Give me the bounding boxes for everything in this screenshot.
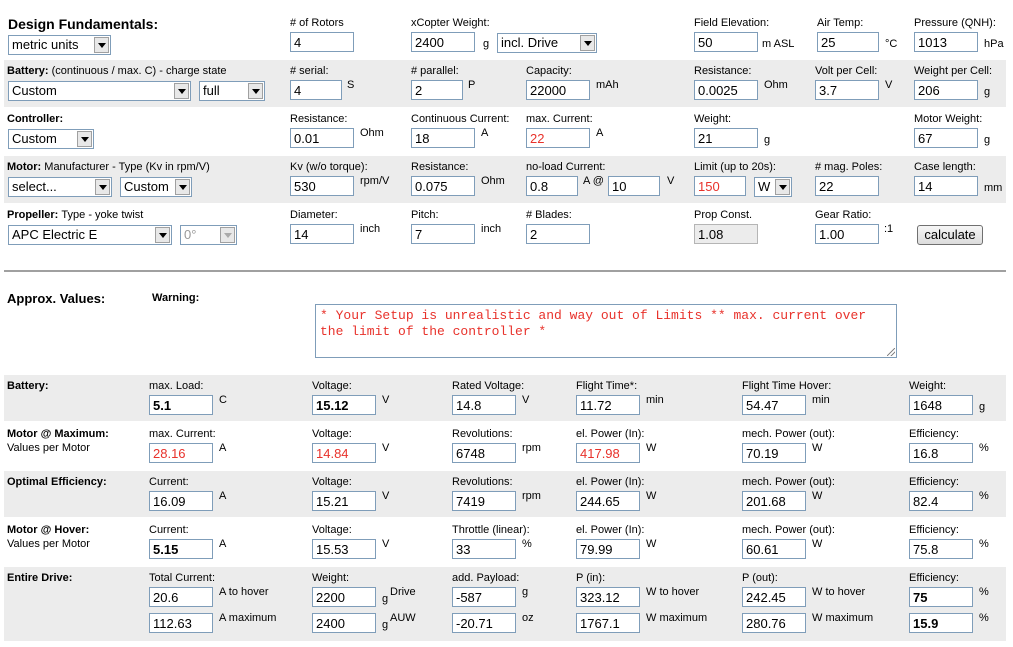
hover-mech-power-value: 60.61 bbox=[742, 539, 806, 559]
controller-resistance-label: Resistance: bbox=[290, 113, 348, 125]
flight-time-hover-label: Flight Time Hover: bbox=[742, 380, 832, 392]
parallel-input[interactable]: 2 bbox=[411, 80, 463, 100]
rated-voltage-label: Rated Voltage: bbox=[452, 380, 525, 392]
temp-input[interactable]: 25 bbox=[817, 32, 879, 52]
pressure-input[interactable]: 1013 bbox=[914, 32, 978, 52]
volt-per-cell-unit: V bbox=[885, 79, 893, 91]
max-efficiency-value: 16.8 bbox=[909, 443, 973, 463]
auw-weight-sup: AUW bbox=[390, 612, 416, 624]
opt-revolutions-unit: rpm bbox=[522, 490, 541, 502]
case-length-input[interactable]: 14 bbox=[914, 176, 978, 196]
payload-g-value: -587 bbox=[452, 587, 516, 607]
hover-efficiency-label: Efficiency: bbox=[909, 524, 959, 536]
temp-label: Air Temp: bbox=[817, 17, 864, 29]
drive-weight-label: Weight: bbox=[312, 572, 350, 584]
optimal-title: Optimal Efficiency: bbox=[7, 476, 107, 488]
flight-time-hover-value: 54.47 bbox=[742, 395, 806, 415]
rotors-label: # of Rotors bbox=[290, 17, 344, 29]
noload-current-input[interactable]: 0.8 bbox=[526, 176, 578, 196]
throttle-label: Throttle (linear): bbox=[452, 524, 530, 536]
controller-title: Controller: bbox=[7, 113, 64, 125]
total-current-hover-value: 20.6 bbox=[149, 587, 213, 607]
chevron-down-icon bbox=[248, 83, 263, 99]
charge-state-select[interactable]: full bbox=[199, 81, 265, 101]
battery-weight-label: Weight: bbox=[909, 380, 947, 392]
warning-textarea[interactable]: * Your Setup is unrealistic and way out of Limits ** max. current over the limit of the controller * bbox=[315, 304, 897, 358]
p-out-hover-value: 242.45 bbox=[742, 587, 806, 607]
flight-time-value: 11.72 bbox=[576, 395, 640, 415]
motor-weight-label: Motor Weight: bbox=[914, 113, 983, 125]
payload-label: add. Payload: bbox=[452, 572, 520, 584]
resize-grip-icon[interactable] bbox=[887, 348, 895, 356]
hover-current-label: Current: bbox=[149, 524, 189, 536]
gear-ratio-label: Gear Ratio: bbox=[815, 209, 872, 221]
pitch-input[interactable]: 7 bbox=[411, 224, 475, 244]
kv-label: Kv (w/o torque): bbox=[290, 161, 368, 173]
drive-weight-unit: g bbox=[382, 593, 389, 605]
diameter-input[interactable]: 14 bbox=[290, 224, 354, 244]
max-voltage-unit: V bbox=[382, 442, 390, 454]
drive-efficiency-label: Efficiency: bbox=[909, 572, 959, 584]
max-load-label: max. Load: bbox=[149, 380, 204, 392]
twist-select[interactable]: 0° bbox=[180, 225, 237, 245]
max-efficiency-unit: % bbox=[979, 442, 989, 454]
p-out-hover-unit: W to hover bbox=[812, 586, 866, 598]
weight-per-cell-label: Weight per Cell: bbox=[914, 65, 993, 77]
motor-hover-title: Motor @ Hover: bbox=[7, 524, 90, 536]
chevron-down-icon bbox=[94, 37, 109, 53]
hover-current-value: 5.15 bbox=[149, 539, 213, 559]
opt-revolutions-value: 7419 bbox=[452, 491, 516, 511]
battery-title: Battery: (continuous / max. C) - charge state bbox=[7, 65, 227, 77]
approx-title: Approx. Values: bbox=[7, 291, 106, 306]
throttle-unit: % bbox=[522, 538, 532, 550]
opt-efficiency-unit: % bbox=[979, 490, 989, 502]
hover-efficiency-unit: % bbox=[979, 538, 989, 550]
propeller-type-select[interactable]: APC Electric E bbox=[8, 225, 172, 245]
opt-revolutions-label: Revolutions: bbox=[452, 476, 513, 488]
kv-input[interactable]: 530 bbox=[290, 176, 354, 196]
p-in-hover-value: 323.12 bbox=[576, 587, 640, 607]
motor-resistance-unit: Ohm bbox=[481, 175, 505, 187]
chevron-down-icon bbox=[175, 179, 190, 195]
hover-mech-power-label: mech. Power (out): bbox=[742, 524, 835, 536]
hover-el-power-label: el. Power (In): bbox=[576, 524, 645, 536]
battery-resistance-label: Resistance: bbox=[694, 65, 752, 77]
blades-label: # Blades: bbox=[526, 209, 572, 221]
battery-resistance-input[interactable]: 0.0025 bbox=[694, 80, 758, 100]
opt-mech-power-label: mech. Power (out): bbox=[742, 476, 835, 488]
chevron-down-icon bbox=[77, 131, 92, 147]
max-revolutions-label: Revolutions: bbox=[452, 428, 513, 440]
max-current-label: max. Current: bbox=[526, 113, 593, 125]
max-efficiency-label: Efficiency: bbox=[909, 428, 959, 440]
throttle-value: 33 bbox=[452, 539, 516, 559]
serial-unit: S bbox=[347, 79, 355, 91]
opt-mech-power-value: 201.68 bbox=[742, 491, 806, 511]
flight-time-hover-unit: min bbox=[812, 394, 830, 406]
drive-efficiency-hover-value: 75 bbox=[909, 587, 973, 607]
temp-unit: °C bbox=[885, 38, 898, 50]
drive-weight-value: 2200 bbox=[312, 587, 376, 607]
controller-weight-input[interactable]: 21 bbox=[694, 128, 758, 148]
noload-voltage-unit: V bbox=[667, 175, 675, 187]
total-current-max-unit: A maximum bbox=[219, 612, 277, 624]
hover-voltage-value: 15.53 bbox=[312, 539, 376, 559]
pressure-label: Pressure (QNH): bbox=[914, 17, 996, 29]
battery-voltage-label: Voltage: bbox=[312, 380, 352, 392]
opt-current-unit: A bbox=[219, 490, 227, 502]
kv-unit: rpm/V bbox=[360, 175, 390, 187]
drive-efficiency-hover-unit: % bbox=[979, 586, 989, 598]
flight-time-unit: min bbox=[646, 394, 664, 406]
max-current-unit: A bbox=[596, 127, 604, 139]
motor-manufacturer-select[interactable]: select... bbox=[8, 177, 112, 197]
opt-efficiency-value: 82.4 bbox=[909, 491, 973, 511]
elevation-unit: m ASL bbox=[762, 38, 795, 50]
parallel-unit: P bbox=[468, 79, 476, 91]
opt-voltage-label: Voltage: bbox=[312, 476, 352, 488]
opt-efficiency-label: Efficiency: bbox=[909, 476, 959, 488]
diameter-label: Diameter: bbox=[290, 209, 338, 221]
noload-at-unit: A @ bbox=[583, 175, 604, 187]
chevron-down-icon bbox=[580, 35, 595, 51]
opt-el-power-value: 244.65 bbox=[576, 491, 640, 511]
case-length-label: Case length: bbox=[914, 161, 976, 173]
weight-per-cell-input[interactable]: 206 bbox=[914, 80, 978, 100]
weight-input[interactable]: 2400 bbox=[411, 32, 475, 52]
opt-el-power-label: el. Power (In): bbox=[576, 476, 645, 488]
controller-weight-unit: g bbox=[764, 134, 771, 146]
opt-current-value: 16.09 bbox=[149, 491, 213, 511]
gear-ratio-unit: :1 bbox=[884, 223, 894, 235]
weight-mode-select[interactable]: incl. Drive bbox=[497, 33, 597, 53]
battery-type-select[interactable]: Custom bbox=[8, 81, 191, 101]
p-in-max-value: 1767.1 bbox=[576, 613, 640, 633]
parallel-label: # parallel: bbox=[411, 65, 459, 77]
max-mech-power-label: mech. Power (out): bbox=[742, 428, 835, 440]
chevron-down-icon bbox=[220, 227, 235, 243]
motor-max-title: Motor @ Maximum: bbox=[7, 428, 109, 440]
divider bbox=[4, 270, 1006, 272]
motor-hover-subtitle: Values per Motor bbox=[7, 538, 90, 550]
continuous-current-input[interactable]: 18 bbox=[411, 128, 475, 148]
hover-mech-power-unit: W bbox=[812, 538, 823, 550]
max-mech-power-unit: W bbox=[812, 442, 823, 454]
continuous-current-label: Continuous Current: bbox=[411, 113, 510, 125]
max-el-power-label: el. Power (In): bbox=[576, 428, 645, 440]
limit-input[interactable]: 150 bbox=[694, 176, 746, 196]
p-out-max-unit: W maximum bbox=[812, 612, 874, 624]
volt-per-cell-label: Volt per Cell: bbox=[815, 65, 878, 77]
hover-current-unit: A bbox=[219, 538, 227, 550]
max-voltage-value: 14.84 bbox=[312, 443, 376, 463]
rated-voltage-unit: V bbox=[522, 394, 530, 406]
drive-efficiency-max-unit: % bbox=[979, 612, 989, 624]
p-in-label: P (in): bbox=[576, 572, 606, 584]
chevron-down-icon bbox=[155, 227, 170, 243]
chevron-down-icon bbox=[775, 179, 790, 195]
battery-weight-unit: g bbox=[979, 401, 986, 413]
warning-label: Warning: bbox=[152, 292, 200, 304]
blades-input[interactable]: 2 bbox=[526, 224, 590, 244]
max-revolutions-value: 6748 bbox=[452, 443, 516, 463]
pitch-label: Pitch: bbox=[411, 209, 439, 221]
payload-oz-value: -20.71 bbox=[452, 613, 516, 633]
motor-resistance-label: Resistance: bbox=[411, 161, 469, 173]
opt-current-label: Current: bbox=[149, 476, 189, 488]
opt-voltage-unit: V bbox=[382, 490, 390, 502]
battery-voltage-value: 15.12 bbox=[312, 395, 376, 415]
weight-per-cell-unit: g bbox=[984, 86, 991, 98]
max-voltage-label: Voltage: bbox=[312, 428, 352, 440]
capacity-label: Capacity: bbox=[526, 65, 572, 77]
serial-input[interactable]: 4 bbox=[290, 80, 342, 100]
max-current-result-unit: A bbox=[219, 442, 227, 454]
elevation-label: Field Elevation: bbox=[694, 17, 770, 29]
p-in-max-unit: W maximum bbox=[646, 612, 708, 624]
weight-unit: g bbox=[483, 38, 490, 50]
limit-unit-select[interactable]: W bbox=[754, 177, 792, 197]
pitch-unit: inch bbox=[481, 223, 502, 235]
case-length-unit: mm bbox=[984, 182, 1003, 194]
limit-label: Limit (up to 20s): bbox=[694, 161, 776, 173]
controller-resistance-unit: Ohm bbox=[360, 127, 384, 139]
max-mech-power-value: 70.19 bbox=[742, 443, 806, 463]
elevation-input[interactable]: 50 bbox=[694, 32, 758, 52]
drive-weight-sup: Drive bbox=[390, 586, 416, 598]
max-revolutions-unit: rpm bbox=[522, 442, 541, 454]
max-el-power-unit: W bbox=[646, 442, 657, 454]
total-current-label: Total Current: bbox=[149, 572, 216, 584]
gear-ratio-input[interactable]: 1.00 bbox=[815, 224, 879, 244]
opt-voltage-value: 15.21 bbox=[312, 491, 376, 511]
prop-const-input: 1.08 bbox=[694, 224, 758, 244]
weight-label: xCopter Weight: bbox=[411, 17, 490, 29]
design-title: Design Fundamentals: bbox=[8, 16, 159, 32]
hover-efficiency-value: 75.8 bbox=[909, 539, 973, 559]
units-select[interactable]: metric units bbox=[8, 35, 111, 55]
capacity-input[interactable]: 22000 bbox=[526, 80, 590, 100]
auw-weight-value: 2400 bbox=[312, 613, 376, 633]
auw-weight-unit: g bbox=[382, 619, 389, 631]
prop-const-label: Prop Const. bbox=[694, 209, 753, 221]
max-el-power-value: 417.98 bbox=[576, 443, 640, 463]
payload-oz-unit: oz bbox=[522, 612, 534, 624]
p-out-max-value: 280.76 bbox=[742, 613, 806, 633]
hover-el-power-unit: W bbox=[646, 538, 657, 550]
max-current-input[interactable]: 22 bbox=[526, 128, 590, 148]
poles-label: # mag. Poles: bbox=[815, 161, 883, 173]
total-current-hover-unit: A to hover bbox=[219, 586, 269, 598]
motor-weight-unit: g bbox=[984, 134, 991, 146]
motor-title: Motor: Manufacturer - Type (Kv in rpm/V) bbox=[7, 161, 210, 173]
motor-weight-input[interactable]: 67 bbox=[914, 128, 978, 148]
serial-label: # serial: bbox=[290, 65, 329, 77]
chevron-down-icon bbox=[174, 83, 189, 99]
capacity-unit: mAh bbox=[596, 79, 619, 91]
continuous-current-unit: A bbox=[481, 127, 489, 139]
result-battery-title: Battery: bbox=[7, 380, 49, 392]
p-in-hover-unit: W to hover bbox=[646, 586, 700, 598]
battery-weight-value: 1648 bbox=[909, 395, 973, 415]
rated-voltage-value: 14.8 bbox=[452, 395, 516, 415]
noload-voltage-input[interactable]: 10 bbox=[608, 176, 660, 196]
drive-efficiency-max-value: 15.9 bbox=[909, 613, 973, 633]
chevron-down-icon bbox=[95, 179, 110, 195]
max-current-result-value: 28.16 bbox=[149, 443, 213, 463]
controller-resistance-input[interactable]: 0.01 bbox=[290, 128, 354, 148]
rotors-input[interactable]: 4 bbox=[290, 32, 354, 52]
hover-voltage-unit: V bbox=[382, 538, 390, 550]
payload-g-unit: g bbox=[522, 586, 529, 598]
motor-type-select[interactable]: Custom bbox=[120, 177, 192, 197]
opt-el-power-unit: W bbox=[646, 490, 657, 502]
diameter-unit: inch bbox=[360, 223, 381, 235]
noload-label: no-load Current: bbox=[526, 161, 606, 173]
flight-time-label: Flight Time*: bbox=[576, 380, 638, 392]
hover-voltage-label: Voltage: bbox=[312, 524, 352, 536]
motor-resistance-input[interactable]: 0.075 bbox=[411, 176, 475, 196]
motor-max-subtitle: Values per Motor bbox=[7, 442, 90, 454]
p-out-label: P (out): bbox=[742, 572, 778, 584]
opt-mech-power-unit: W bbox=[812, 490, 823, 502]
propeller-title: Propeller: Type - yoke twist bbox=[7, 209, 144, 221]
battery-resistance-unit: Ohm bbox=[764, 79, 788, 91]
entire-drive-title: Entire Drive: bbox=[7, 572, 73, 584]
poles-input[interactable]: 22 bbox=[815, 176, 879, 196]
hover-el-power-value: 79.99 bbox=[576, 539, 640, 559]
pressure-unit: hPa bbox=[984, 38, 1004, 50]
battery-voltage-unit: V bbox=[382, 394, 390, 406]
calculate-button[interactable]: calculate bbox=[917, 225, 983, 245]
volt-per-cell-input[interactable]: 3.7 bbox=[815, 80, 879, 100]
total-current-max-value: 112.63 bbox=[149, 613, 213, 633]
max-load-unit: C bbox=[219, 394, 227, 406]
controller-weight-label: Weight: bbox=[694, 113, 732, 125]
max-load-value: 5.1 bbox=[149, 395, 213, 415]
max-current-result-label: max. Current: bbox=[149, 428, 216, 440]
controller-type-select[interactable]: Custom bbox=[8, 129, 94, 149]
